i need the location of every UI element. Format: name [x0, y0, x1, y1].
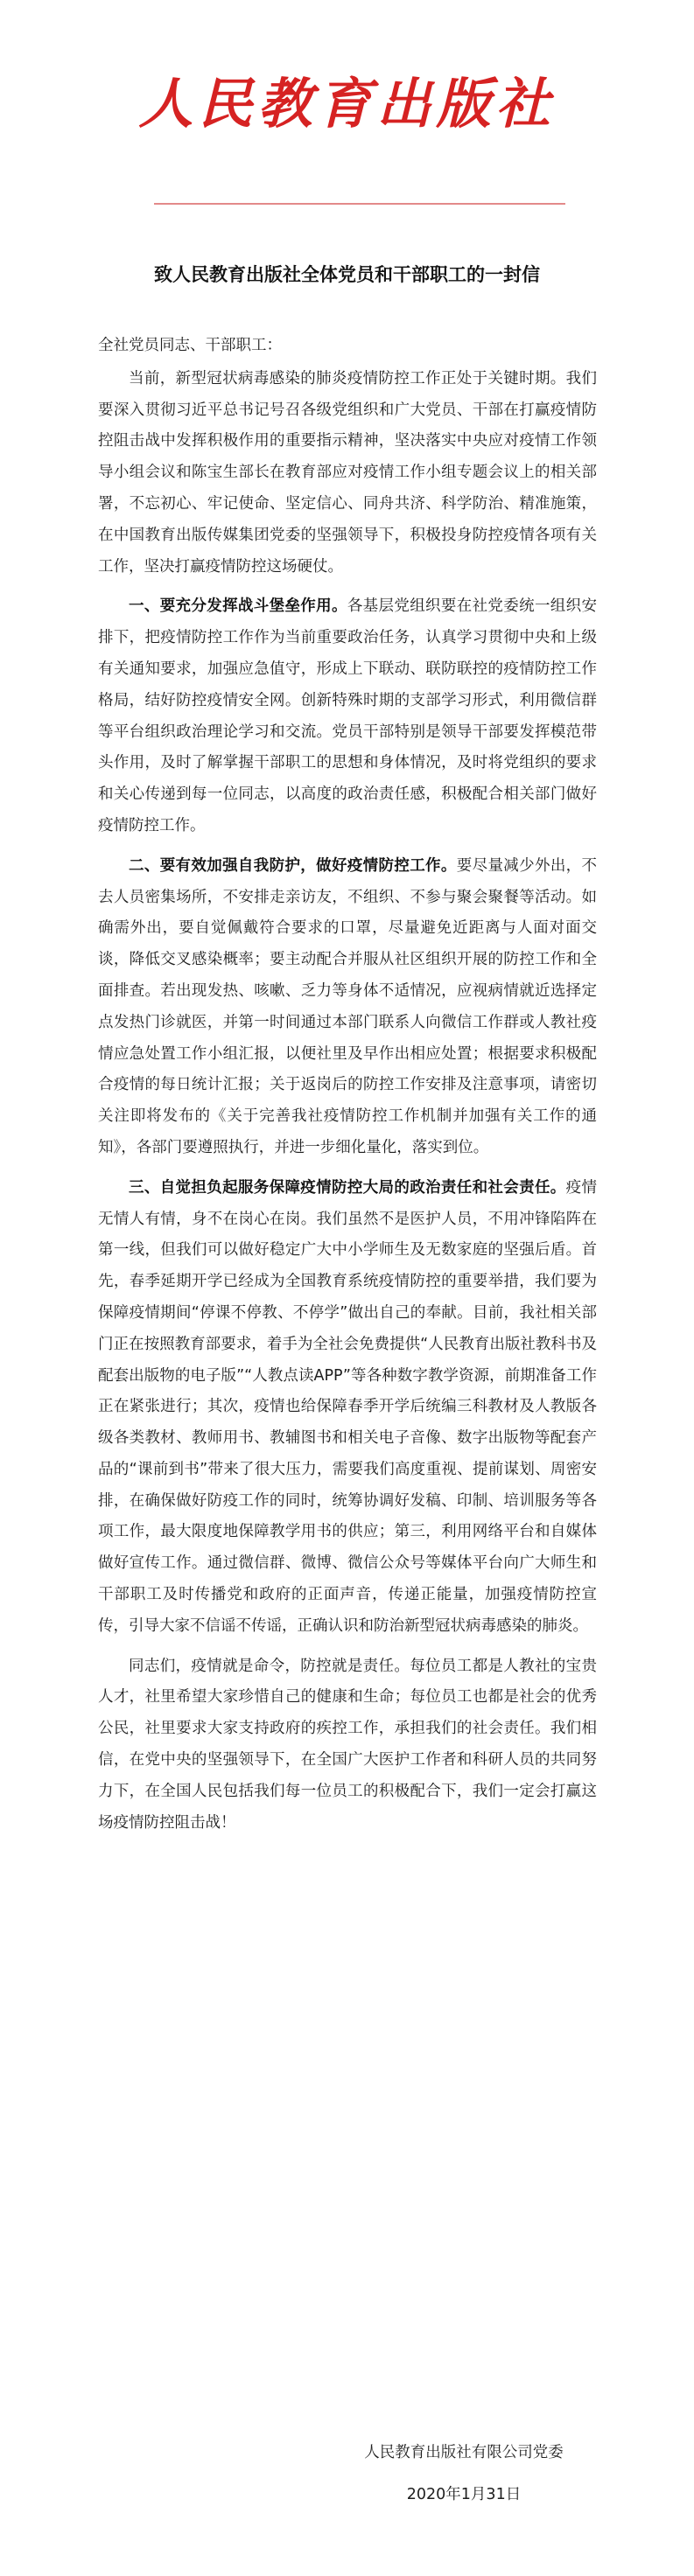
signature-organization: 人民教育出版社有限公司党委 [364, 2444, 564, 2461]
section-heading-2: 二、要有效加强自我防护，做好疫情防控工作。 [129, 856, 457, 875]
closing-paragraph: 同志们，疫情就是命令，防控就是责任。每位员工都是人教社的宝贵人才，社里希望大家珍惜自己的健康和生命；每位员工也都是社会的优秀公民，社里要求大家支持政府的疾控工作，承担我们的社会责任。我们相信，在党中央的坚强领导下，在全国广大医护工作者和科研人员的共同努力下，在全国人民包括我们每一位员工的积极配合下，我们一定会打赢这场疫情防控阻击战！ [98, 1657, 597, 1832]
salutation: 全社党员同志、干部职工： [98, 337, 282, 354]
section-text-3: 疫情无情人有情，身不在岗心在岗。我们虽然不是医护人员，不用冲锋陷阵在第一线，但我们可以做好稳定广大中小学师生及无数家庭的坚强后盾。首先，春季延期开学已经成为全国教育系统疫情防控的重要举措，我们要为保障疫情期间“停课不停教、不停学”做出自己的奉献。目前，我社相关部门正在按照教育部要求，着手为全社会免费提供“人民教育出版社教科书及配套出版物的电子版”“人教点读APP”等各种数字教学资源，前期准备工作正在紧张进行；其次，疫情也给保障春季开学后统编三科教材及人教版各级各类教材、教师用书、教辅图书和相关电子音像、数字出版物等配套产品的“课前到书”带来了很大压力，需要我们高度重视、提前谋划、周密安排，在确保做好防疫工作的同时，统筹协调好发稿、印制、培训服务等各项工作，最大限度地保障教学用书的供应；第三，利用网络平台和自媒体做好宣传工作。通过微信群、微博、微信公众号等媒体平台向广大师生和干部职工及时传播党和政府的正面声音，传递正能量，加强疫情防控宣传，引导大家不信谣不传谣，正确认识和防治新型冠状病毒感染的肺炎。 [98, 1178, 598, 1635]
header-divider [154, 203, 565, 205]
section-paragraph-1 [98, 591, 597, 841]
section-paragraph-3 [98, 1173, 597, 1643]
letter-body [98, 331, 597, 1847]
section-text-1: 各基层党组织要在社党委统一组织安排下，把疫情防控工作作为当前重要政治任务，认真学习贯彻中央和上级有关通知要求，加强应急值守，形成上下联动、联防联控的疫情防控工作格局，结好防控疫情安全网。创新特殊时期的支部学习形式，利用微信群等平台组织政治理论学习和交流。党员干部特别是领导干部要发挥模范带头作用，及时了解掌握干部职工的思想和身体情况，及时将党组织的要求和关心传递到每一位同志，以高度的政治责任感，积极配合相关部门做好疫情防控工作。 [98, 597, 597, 834]
letter-title: 致人民教育出版社全体党员和干部职工的一封信 [154, 264, 540, 285]
section-paragraph-2 [98, 851, 597, 1164]
section-text-2: 要尽量减少外出，不去人员密集场所，不安排走亲访友，不组织、不参与聚会聚餐等活动。如确需外出，要自觉佩戴符合要求的口罩，尽量避免近距离与人面对面交谈，降低交叉感染概率；要主动配合并服从社区组织开展的防控工作和全面排查。若出现发热、咳嗽、乏力等身体不适情况，应视病情就近选择定点发热门诊就医，并第一时间通过本部门联系人向微信工作群或人教社疫情应急处置工作小组汇报，以便社里及早作出相应处置；根据要求积极配合疫情的每日统计汇报；关于返岗后的防控工作安排及注意事项，请密切关注即将发布的《关于完善我社疫情防控工作机制并加强有关工作的通知》，各部门要遵照执行，并进一步细化量化，落实到位。 [98, 856, 598, 1156]
section-heading-1: 一、要充分发挥战斗堡垒作用。 [129, 597, 347, 616]
intro-paragraph: 当前，新型冠状病毒感染的肺炎疫情防控工作正处于关键时期。我们要深入贯彻习近平总书记号召各级党组织和广大党员、干部在打赢疫情防控阻击战中发挥积极作用的重要指示精神，坚决落实中央应对疫情工作领导小组会议和陈宝生部长在教育部应对疫情工作小组专题会议上的相关部署，不忘初心、牢记使命、坚定信心、同舟共济、科学防治、精准施策，在中国教育出版传媒集团党委的坚强领导下，积极投身防控疫情各项有关工作，坚决打赢疫情防控这场硬仗。 [98, 369, 597, 576]
section-heading-3: 三、自觉担负起服务保障疫情防控大局的政治责任和社会责任。 [129, 1178, 566, 1197]
publisher-logo: 人民教育出版社 [138, 72, 556, 136]
signature-date: 2020年1月31日 [406, 2486, 522, 2503]
